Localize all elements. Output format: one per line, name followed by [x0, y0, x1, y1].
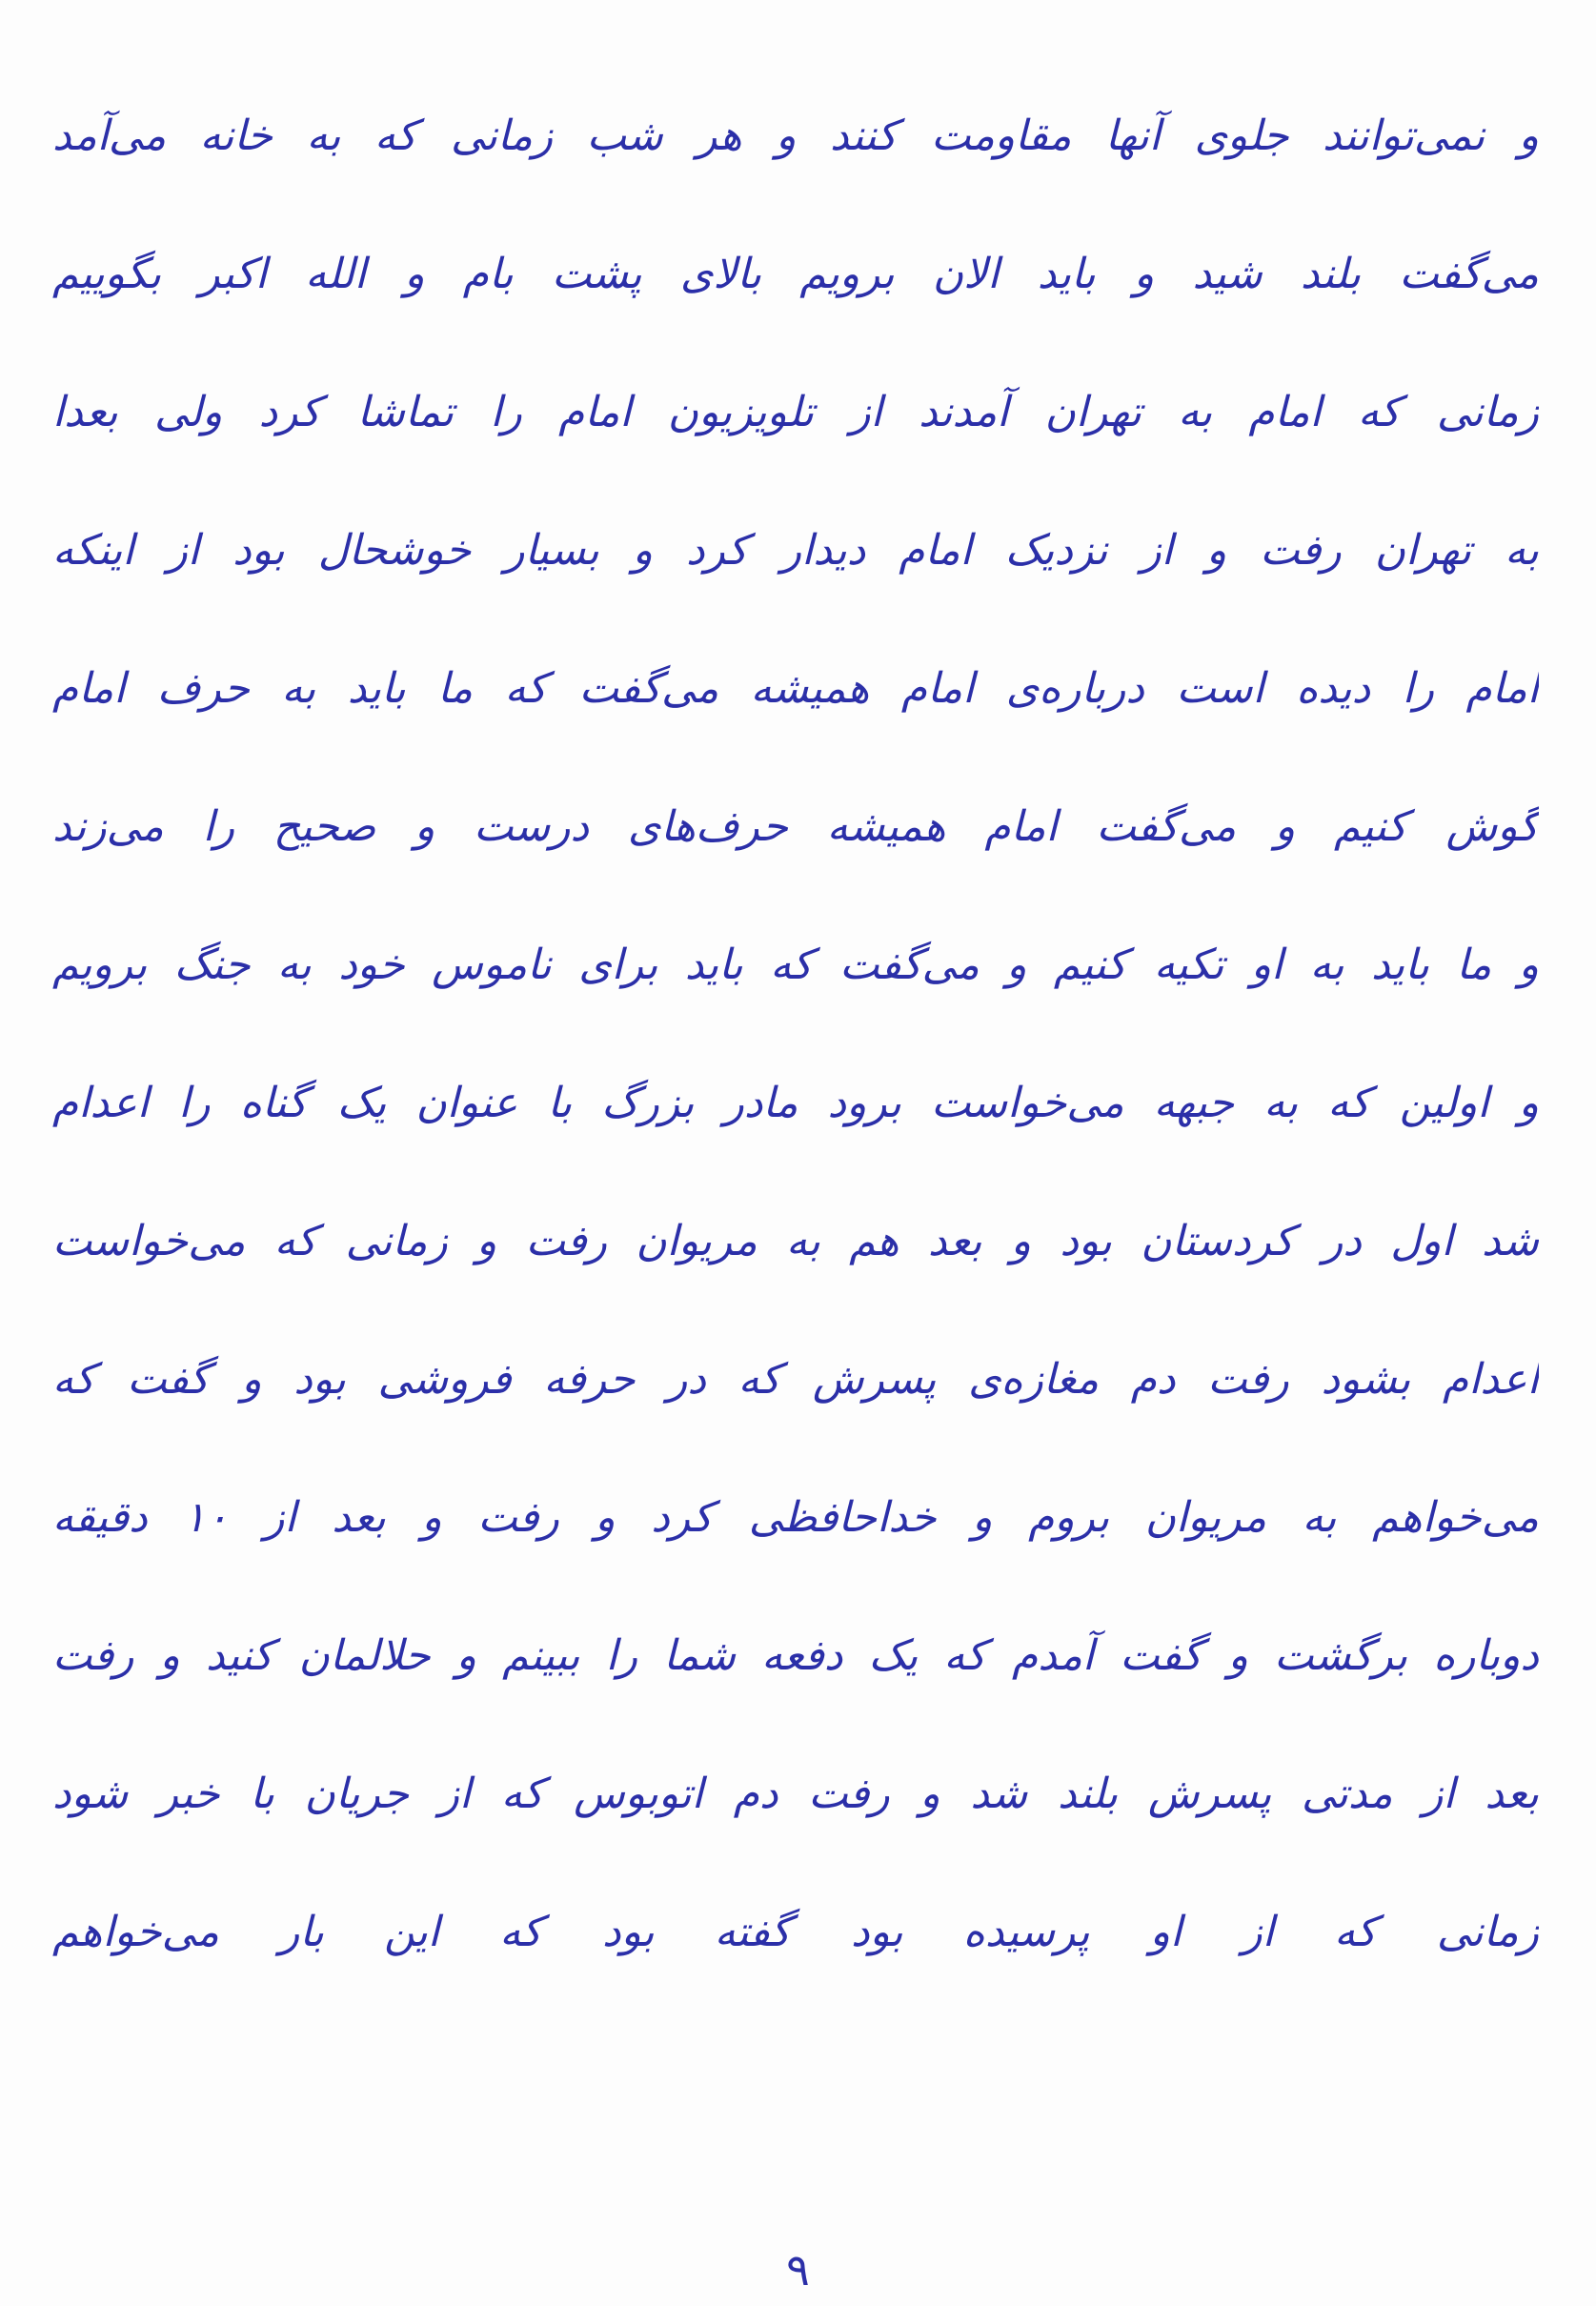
- text-line-1: و نمی‌توانند جلوی آنها مقاومت کنند و هر شب زمانی که به خانه می‌آمد: [52, 111, 1539, 160]
- text-line-6: گوش کنیم و می‌گفت امام همیشه حرف‌های درست و صحیح را می‌زند: [52, 802, 1539, 851]
- text-line-9: شد اول در کردستان بود و بعد هم به مریوان رفت و زمانی که می‌خواست: [52, 1217, 1539, 1265]
- text-line-8: و اولین که به جبهه می‌خواست برود مادر بزرگ با عنوان یک گناه را اعدام: [52, 1079, 1539, 1127]
- text-line-5: امام را دیده است درباره‌ی امام همیشه می‌گفت که ما باید به حرف امام: [52, 664, 1539, 713]
- text-line-7: و ما باید به او تکیه کنیم و می‌گفت که باید برای ناموس خود به جنگ برویم: [52, 941, 1539, 989]
- text-line-11: می‌خواهم به مریوان بروم و خداحافظی کرد و رفت و بعد از ۱۰ دقیقه: [52, 1493, 1539, 1542]
- text-line-14: زمانی که از او پرسیده بود گفته بود که این بار می‌خواهم: [52, 1908, 1539, 1956]
- text-line-12: دوباره برگشت و گفت آمدم که یک دفعه شما را ببینم و حلالمان کنید و رفت: [52, 1631, 1539, 1680]
- handwritten-text-block: [52, 67, 1539, 2001]
- text-line-4: به تهران رفت و از نزدیک امام دیدار کرد و بسیار خوشحال بود از اینکه: [52, 526, 1539, 575]
- page-number: ۹: [786, 2244, 810, 2296]
- text-line-3: زمانی که امام به تهران آمدند از تلویزیون امام را تماشا کرد ولی بعدا: [52, 388, 1539, 436]
- text-line-10: اعدام بشود رفت دم مغازه‌ی پسرش که در حرفه فروشی بود و گفت که: [52, 1355, 1539, 1404]
- text-line-2: می‌گفت بلند شید و باید الان برویم بالای پشت بام و الله اکبر بگوییم: [52, 250, 1539, 298]
- text-line-13: بعد از مدتی پسرش بلند شد و رفت دم اتوبوس که از جریان با خبر شود: [52, 1770, 1539, 1818]
